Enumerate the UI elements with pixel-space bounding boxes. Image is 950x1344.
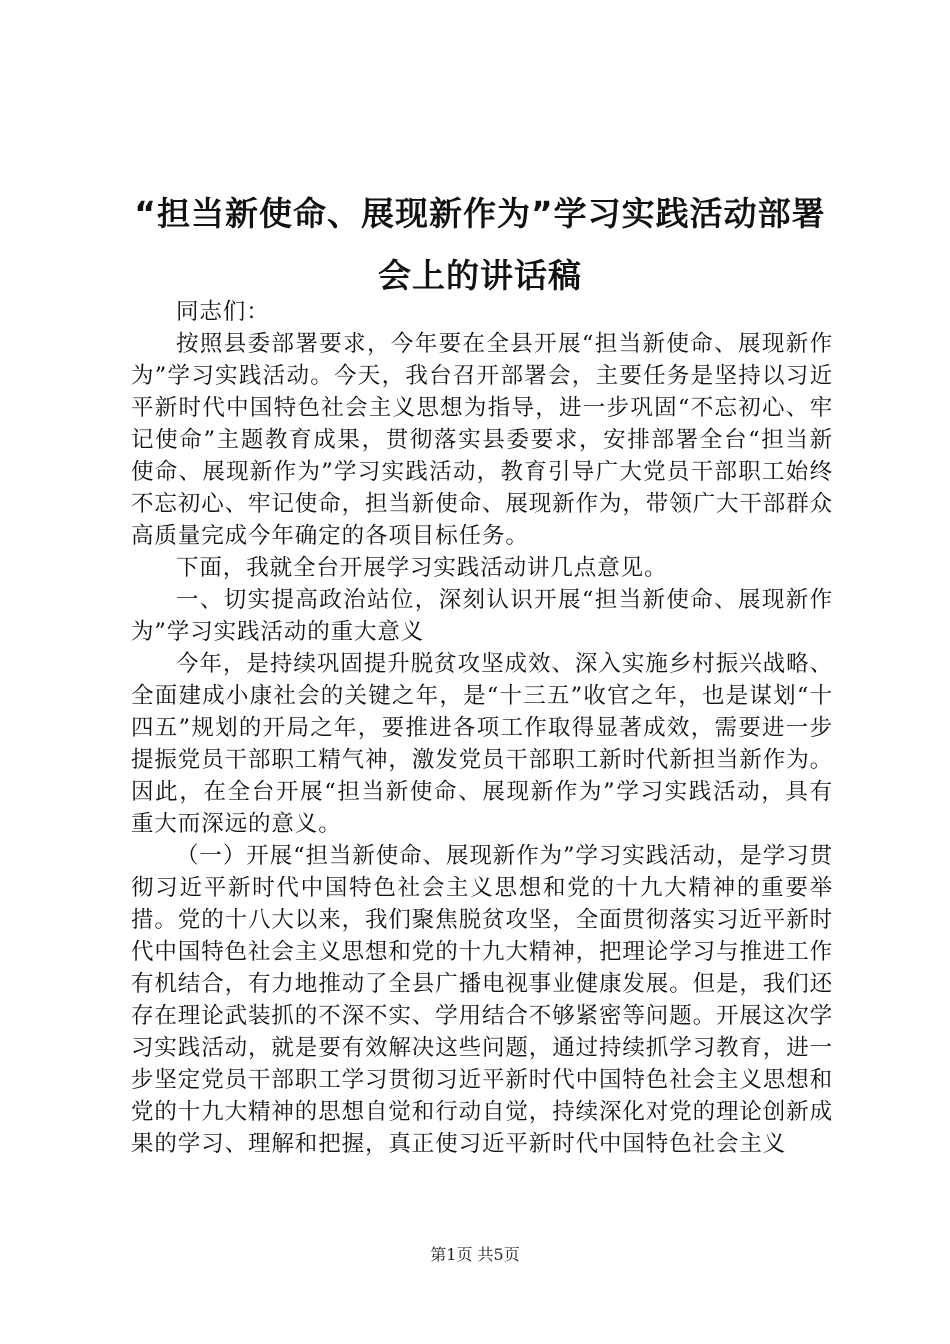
body-paragraph: （一）开展“担当新使命、展现新作为”学习实践活动，是学习贯彻习近平新时代中国特色社会主义思想和党的十九大精神的重要举措。党的十八大以来，我们聚焦脱贫攻坚，全面贯彻落实习近平新时代中国特色社会主义思想和党的十九大精神，把理论学习与推进工作有机结合，有力地推动了全县广播电视事业健康发展。但是，我们还存在理论武装抓的不深不实、学用结合不够紧密等问题。开展这次学习实践活动，就是要有效解决这些问题，通过持续抓学习教育，进一步坚定党员干部职工学习贯彻习近平新时代中国特色社会主义思想和党的十九大精神的思想自觉和行动自觉，持续深化对党的理论创新成果的学习、理解和把握，真正使习近平新时代中国特色社会主义	[131, 843, 834, 1157]
body-paragraph: 按照县委部署要求，今年要在全县开展“担当新使命、展现新作为”学习实践活动。今天，我台召开部署会，主要任务是坚持以习近平新时代中国特色社会主义思想为指导，进一步巩固“不忘初心、牢记使命”主题教育成果，贯彻落实县委要求，安排部署全台“担当新使命、展现新作为”学习实践活动，教育引导广大党员干部职工始终不忘初心、牢记使命，担当新使命、展现新作为，带领广大干部群众高质量完成今年确定的各项目标任务。	[131, 331, 834, 549]
body-paragraph: 今年，是持续巩固提升脱贫攻坚成效、深入实施乡村振兴战略、全面建成小康社会的关键之年，是“十三五”收官之年，也是谋划“十四五”规划的开局之年，要推进各项工作取得显著成效，需要进一步提振党员干部职工精气神，激发党员干部职工新时代新担当新作为。因此，在全台开展“担当新使命、展现新作为”学习实践活动，具有重大而深远的意义。	[131, 651, 834, 837]
salutation-paragraph: 同志们：	[176, 299, 270, 325]
document-title: “担当新使命、展现新作为”学习实践活动部署会上的讲话稿	[134, 194, 826, 295]
body-paragraph: 下面，我就全台开展学习实践活动讲几点意见。	[176, 555, 668, 581]
document-body	[131, 296, 833, 1160]
page-number-footer: 第1页 共5页	[430, 1245, 520, 1264]
section-heading: 一、切实提高政治站位，深刻认识开展“担当新使命、展现新作为”学习实践活动的重大意义	[131, 587, 833, 645]
